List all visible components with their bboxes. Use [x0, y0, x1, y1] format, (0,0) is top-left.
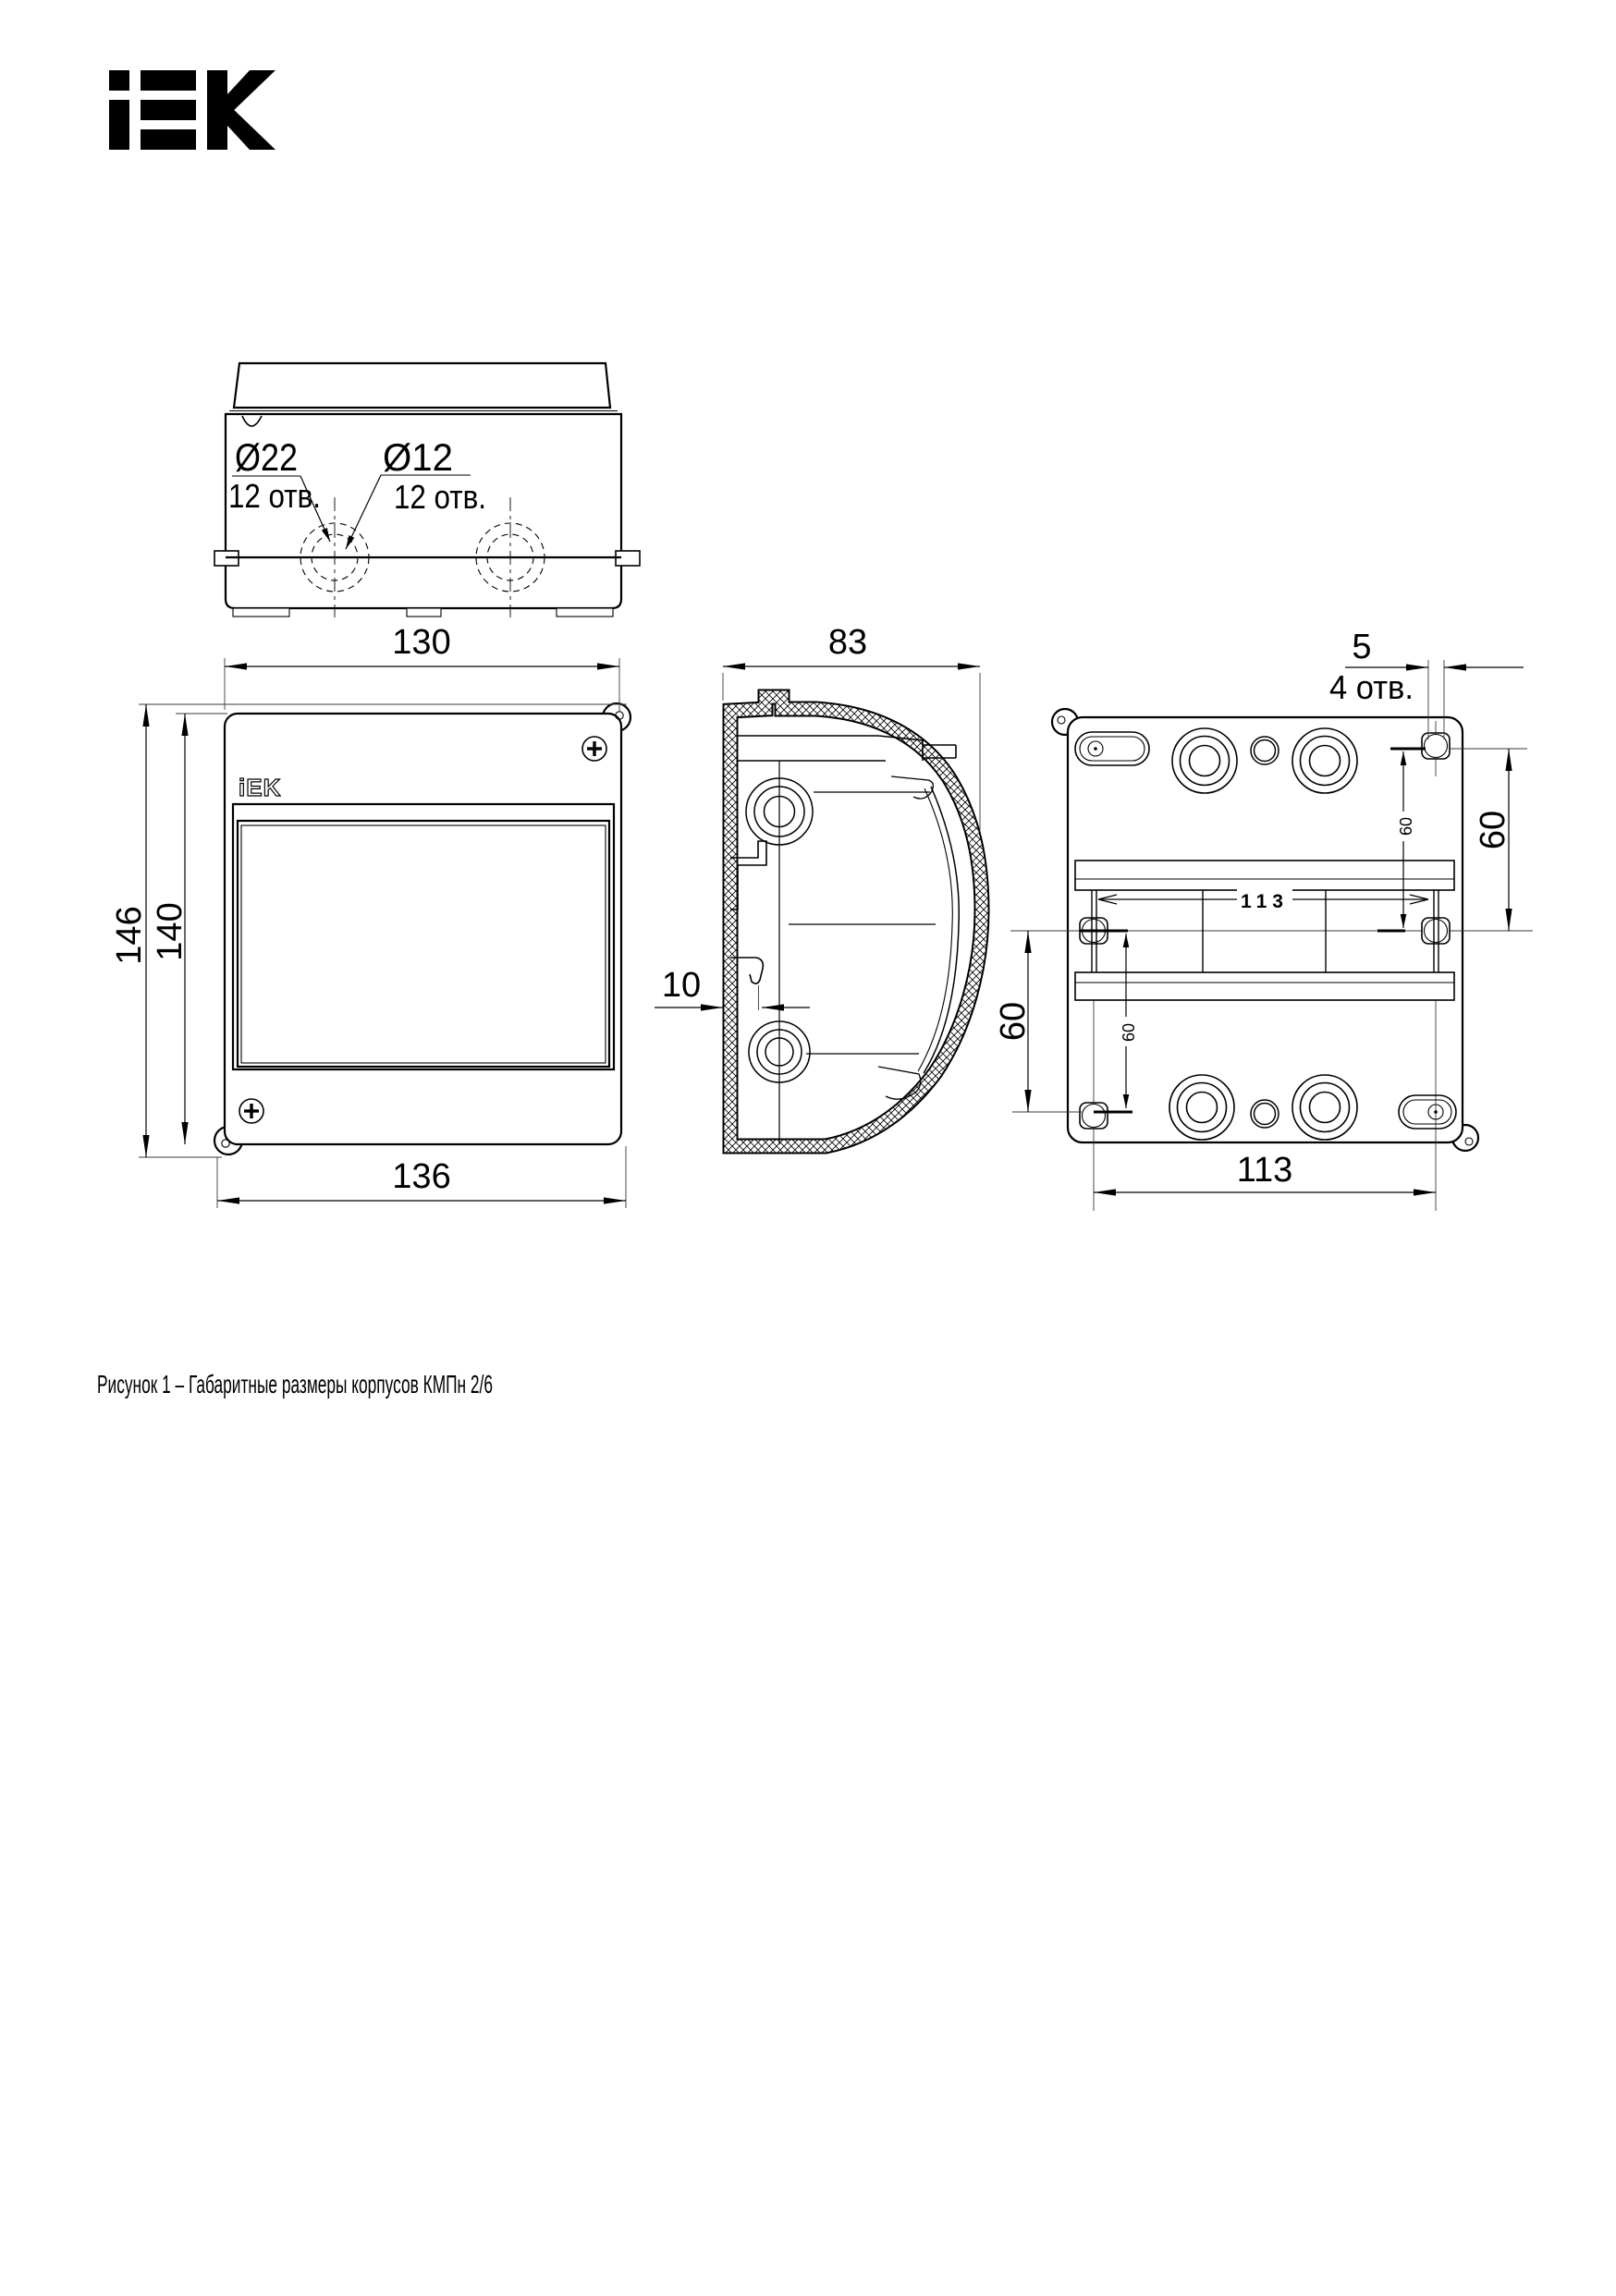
hole-dia-label-12: Ø12: [383, 435, 453, 479]
top-view-foot: [407, 608, 441, 617]
svg-text:60: 60: [1397, 816, 1415, 837]
hole-count-label-22: 12 отв.: [228, 477, 321, 515]
svg-text:60: 60: [1120, 1022, 1138, 1043]
svg-text:5: 5: [1352, 628, 1372, 666]
svg-text:60: 60: [994, 1001, 1033, 1042]
hole-dia-label-22: Ø22: [235, 435, 298, 479]
figure-caption: Рисунок 1 – Габаритные размеры корпусов КМПн 2/6: [97, 1370, 493, 1398]
svg-text:130: 130: [392, 623, 451, 662]
rear-din-rail-lower: [1075, 972, 1454, 1000]
top-view-foot: [557, 608, 613, 617]
svg-text:146: 146: [110, 906, 149, 965]
svg-text:10: 10: [661, 966, 702, 1005]
top-view-foot: [233, 608, 289, 617]
hole-count-label-12: 12 отв.: [394, 478, 486, 516]
rear-mounting-hole: [1422, 733, 1450, 759]
svg-text:83: 83: [827, 623, 868, 662]
rear-din-rail-upper: [1075, 861, 1454, 890]
rear-mounting-hole: [1080, 1103, 1108, 1129]
svg-text:113: 113: [1241, 891, 1289, 912]
top-view-lid: [234, 363, 610, 408]
front-panel-logo: iEK: [239, 774, 282, 801]
rear-mounting-hole: [1422, 918, 1450, 944]
svg-text:4 отв.: 4 отв.: [1329, 668, 1414, 706]
svg-text:136: 136: [392, 1157, 451, 1196]
front-view-door: [233, 804, 614, 1069]
svg-text:140: 140: [151, 902, 190, 961]
svg-text:113: 113: [1236, 1151, 1293, 1190]
svg-text:60: 60: [1474, 810, 1512, 850]
top-view: [214, 363, 640, 617]
